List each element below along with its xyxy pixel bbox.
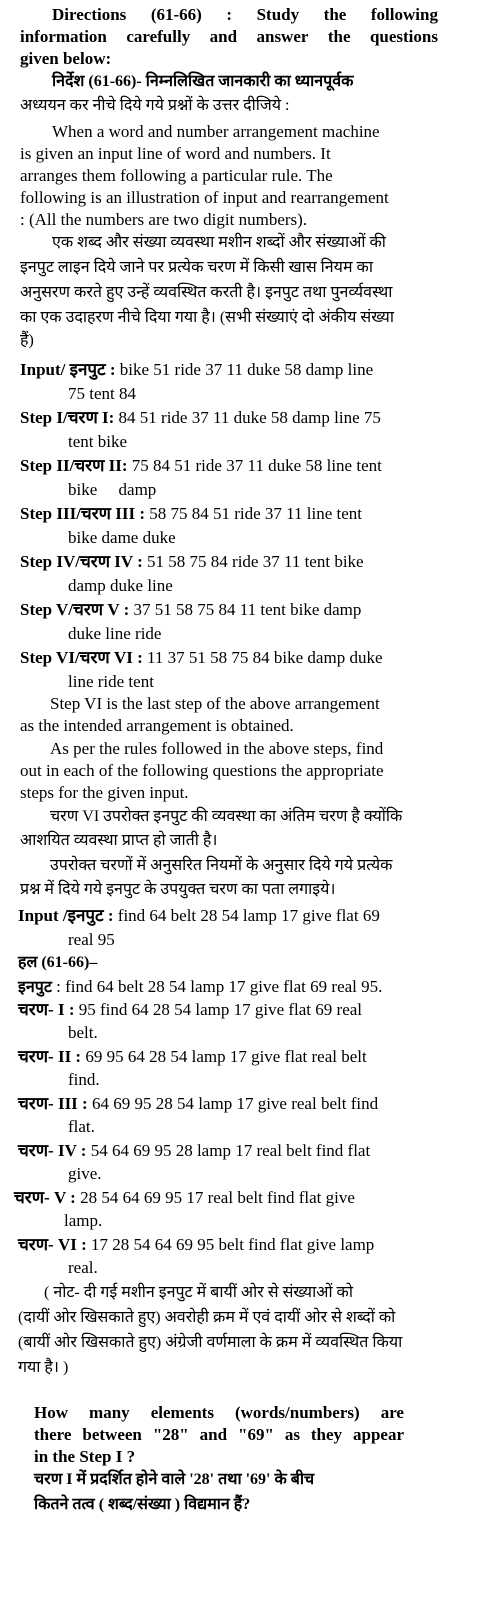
word: "69" — [238, 1425, 274, 1444]
note-hi-line: उपरोक्त चरणों में अनुसरित नियमों के अनुसार दिये गये प्रत्येक — [50, 857, 393, 874]
note-en-line: as the intended arrangement is obtained. — [20, 716, 294, 735]
step-label: चरण- IV : — [18, 1141, 87, 1160]
example-step — [20, 503, 362, 525]
step-text: 28 54 64 69 95 17 real belt find flat give — [75, 1188, 355, 1207]
word: are — [380, 1403, 404, 1422]
word: elements — [150, 1403, 214, 1422]
word: Directions — [52, 5, 127, 24]
step-label: Step II/चरण II: — [20, 456, 128, 475]
word: there — [34, 1425, 72, 1444]
step-label: Step VI/चरण VI : — [20, 648, 143, 667]
word: many — [89, 1403, 130, 1422]
solution-step — [18, 1140, 370, 1162]
example-input-cont: 75 tent 84 — [68, 384, 136, 403]
solution-step-cont: lamp. — [64, 1211, 103, 1230]
note-en-line: As per the rules followed in the above steps, find — [50, 739, 384, 758]
example-input — [20, 359, 373, 381]
step-label: Step IV/चरण IV : — [20, 552, 143, 571]
step-text: 64 69 95 28 54 lamp 17 give real belt find — [87, 1094, 379, 1113]
step-text: 37 51 58 75 84 11 tent bike damp — [129, 600, 362, 619]
solution-input-text: : find 64 belt 28 54 lamp 17 give flat 69 real 95. — [51, 977, 383, 996]
step-text: 75 84 51 ride 37 11 duke 58 line tent — [127, 456, 382, 475]
word: following — [370, 5, 438, 24]
step-label: चरण- I : — [18, 1000, 75, 1019]
given-input-label: Input /इनपुट : — [18, 906, 114, 925]
solution-step — [18, 999, 362, 1021]
word: appear — [353, 1425, 404, 1444]
word: the — [327, 27, 351, 46]
word: : — [226, 5, 233, 24]
example-step-cont: duke line ride — [68, 624, 162, 643]
word: information — [20, 27, 107, 46]
step-label: चरण- II : — [18, 1047, 82, 1066]
solution-step-cont: give. — [68, 1164, 102, 1183]
example-step-cont: tent bike — [68, 432, 128, 451]
solution-step-cont: real. — [68, 1258, 98, 1277]
step-text: 11 37 51 58 75 84 bike damp duke — [142, 648, 383, 667]
example-step-cont: damp duke line — [68, 576, 173, 595]
word: carefully — [126, 27, 191, 46]
solution-note-line: ( नोट- दी गई मशीन इनपुट में बायीं ओर से संख्याओं को — [44, 1284, 353, 1301]
given-input-cont: real 95 — [68, 930, 115, 949]
step-label: चरण- VI : — [18, 1235, 87, 1254]
solution-note-line: (बायीं ओर खिसकाते हुए) अंग्रेजी वर्णमाला के क्रम में व्यवस्थित किया — [18, 1334, 403, 1351]
example-step-cont: bike dame duke — [68, 528, 176, 547]
word: the — [323, 5, 347, 24]
solution-heading: हल (61-66)– — [18, 954, 98, 971]
intro-hi-line: हैं) — [20, 332, 34, 349]
note-hi-line: प्रश्न में दिये गये इनपुट के उपयुक्त चरण का पता लगाइये। — [20, 881, 336, 898]
step-label: Step III/चरण III : — [20, 504, 145, 523]
word: answer — [256, 27, 309, 46]
example-step — [20, 551, 364, 573]
example-step-cont: bike damp — [68, 480, 157, 499]
intro-en-line: : (All the numbers are two digit numbers). — [20, 210, 308, 229]
word: and — [209, 27, 238, 46]
example-step — [20, 647, 382, 669]
intro-en-line: arranges them following a particular rule. The — [20, 166, 333, 185]
step-label: चरण- III : — [18, 1094, 88, 1113]
word: "28" — [152, 1425, 189, 1444]
solution-input-label: इनपुट — [18, 979, 52, 996]
word: between — [82, 1425, 142, 1444]
solution-step-cont: belt. — [68, 1023, 98, 1042]
step-text: 69 95 64 28 54 lamp 17 give flat real belt — [81, 1047, 367, 1066]
word: and — [199, 1425, 228, 1444]
solution-input — [18, 976, 382, 999]
question-en-line-2 — [34, 1424, 404, 1446]
directions-en-line-3: given below: — [20, 49, 112, 68]
word: (61-66) — [150, 5, 202, 24]
word: (words/numbers) — [234, 1403, 360, 1422]
intro-hi-line: अनुसरण करते हुए उन्हें व्यवस्थित करती है। इनपुट तथा पुनर्व्यवस्था — [20, 284, 393, 301]
example-input-text: bike 51 ride 37 11 duke 58 damp line — [115, 360, 374, 379]
note-en-line: steps for the given input. — [20, 783, 189, 802]
step-text: 54 64 69 95 28 lamp 17 real belt find flat — [86, 1141, 371, 1160]
intro-hi-line: इनपुट लाइन दिये जाने पर प्रत्येक चरण में किसी खास नियम का — [20, 259, 373, 276]
step-label: Step I/चरण I: — [20, 408, 115, 427]
intro-en-line: When a word and number arrangement machine — [52, 122, 380, 141]
directions-en-line-1 — [52, 4, 438, 26]
question-hi-line-1: चरण I में प्रदर्शित होने वाले '28' तथा '69' के बीच — [34, 1471, 315, 1488]
question-en-line-1 — [34, 1402, 404, 1424]
solution-step-cont: find. — [68, 1070, 100, 1089]
step-text: 51 58 75 84 ride 37 11 tent bike — [142, 552, 364, 571]
intro-en-line: following is an illustration of input and rearrangement — [20, 188, 389, 207]
example-step — [20, 455, 382, 477]
question-hi-line-2: कितने तत्व ( शब्द/संख्या ) विद्यमान हैं? — [34, 1496, 251, 1513]
solution-step-cont: flat. — [68, 1117, 95, 1136]
example-step-cont: line ride tent — [68, 672, 154, 691]
solution-note-line: (दायीं ओर खिसकाते हुए) अवरोही क्रम में एवं दायीं ओर से शब्दों को — [18, 1309, 396, 1326]
intro-hi-line: एक शब्द और संख्या व्यवस्था मशीन शब्दों और संख्याओं की — [52, 234, 386, 251]
solution-step — [18, 1046, 367, 1068]
step-text: 58 75 84 51 ride 37 11 line tent — [144, 504, 363, 523]
solution-step — [18, 1234, 374, 1256]
intro-hi-line: का एक उदाहरण नीचे दिया गया है। (सभी संख्याएं दो अंकीय संख्या — [20, 309, 394, 326]
word: Study — [256, 5, 300, 24]
question-en-line-3: in the Step I ? — [34, 1447, 136, 1466]
example-step — [20, 599, 361, 621]
directions-en-line-2 — [20, 26, 438, 48]
example-step — [20, 407, 381, 429]
note-en-line: Step VI is the last step of the above arrangement — [50, 694, 380, 713]
note-en-line: out in each of the following questions the appropriate — [20, 761, 384, 780]
step-text: 84 51 ride 37 11 duke 58 damp line 75 — [114, 408, 381, 427]
word: as — [284, 1425, 300, 1444]
step-label: चरण- V : — [14, 1188, 76, 1207]
directions-hi-line-1: निर्देश (61-66)- निम्नलिखित जानकारी का ध्यानपूर्वक — [52, 73, 354, 90]
step-label: Step V/चरण V : — [20, 600, 130, 619]
word: they — [310, 1425, 343, 1444]
given-input — [18, 905, 380, 927]
given-input-text: find 64 belt 28 54 lamp 17 give flat 69 — [113, 906, 380, 925]
step-text: 17 28 54 64 69 95 belt find flat give lamp — [86, 1235, 375, 1254]
intro-en-line: is given an input line of word and numbers. It — [20, 144, 331, 163]
solution-step — [18, 1093, 378, 1115]
solution-step — [14, 1187, 355, 1209]
word: How — [34, 1403, 68, 1422]
note-hi-line: चरण VI उपरोक्त इनपुट की व्यवस्था का अंतिम चरण है क्योंकि — [50, 808, 403, 825]
note-hi-line: आशयित व्यवस्था प्राप्त हो जाती है। — [20, 832, 218, 849]
directions-hi-line-2: अध्ययन कर नीचे दिये गये प्रश्नों के उत्तर दीजिये : — [20, 97, 290, 114]
solution-note-line: गया है। ) — [18, 1359, 69, 1376]
step-text: 95 find 64 28 54 lamp 17 give flat 69 real — [74, 1000, 363, 1019]
example-input-label: Input/ इनपुट : — [20, 360, 116, 379]
word: questions — [369, 27, 438, 46]
